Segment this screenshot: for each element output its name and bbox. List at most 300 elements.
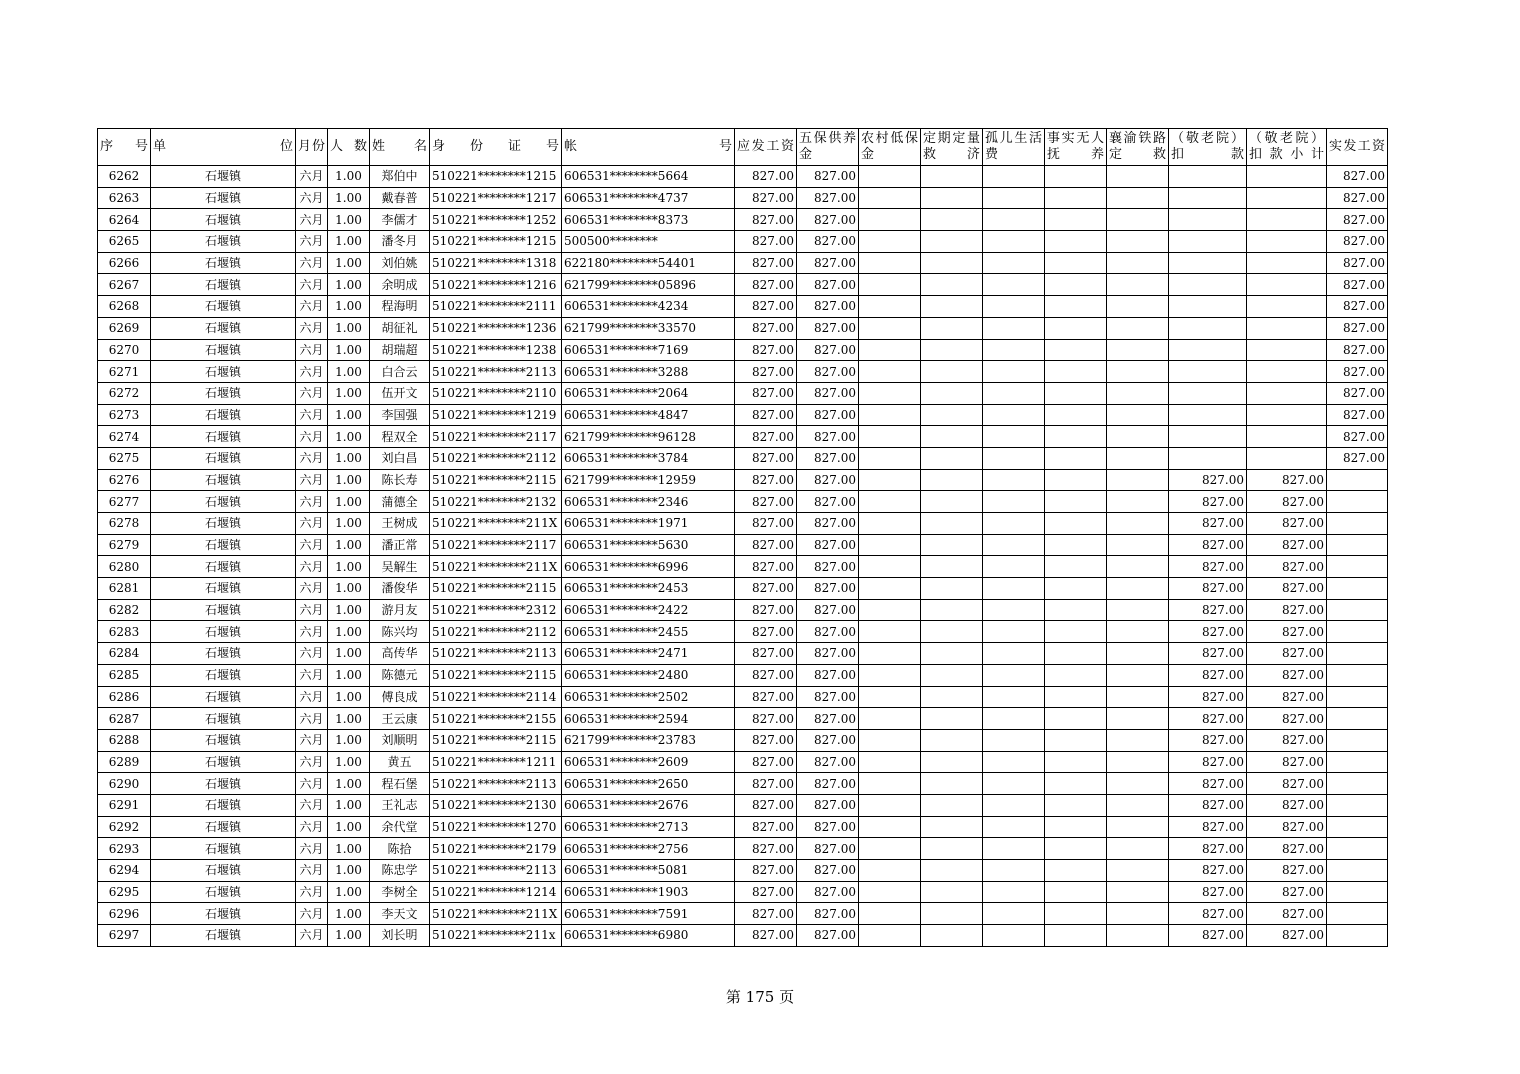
table-cell: 六月 [296, 274, 328, 296]
table-cell: 1.00 [328, 860, 370, 882]
column-header: 应发工资 [735, 129, 797, 166]
table-cell: 510221********2312 [430, 599, 562, 621]
table-cell: 510221********1215 [430, 231, 562, 253]
table-cell: 石堰镇 [151, 513, 296, 535]
table-cell [1045, 794, 1107, 816]
table-cell: 6276 [98, 469, 151, 491]
table-cell [1045, 556, 1107, 578]
table-cell: 827.00 [1247, 881, 1327, 903]
table-cell: 827.00 [1247, 925, 1327, 947]
table-row [98, 621, 1388, 643]
table-cell: 6271 [98, 361, 151, 383]
table-cell: 六月 [296, 534, 328, 556]
table-row [98, 231, 1388, 253]
table-cell: 827.00 [797, 491, 859, 513]
table-cell: 827.00 [1169, 599, 1247, 621]
table-cell [1247, 426, 1327, 448]
table-cell [1045, 816, 1107, 838]
table-cell: 高传华 [370, 643, 430, 665]
table-cell [983, 469, 1045, 491]
table-cell [983, 296, 1045, 318]
table-cell: 510221********1238 [430, 339, 562, 361]
table-cell: 827.00 [735, 794, 797, 816]
table-cell: 石堰镇 [151, 729, 296, 751]
table-cell [921, 708, 983, 730]
table-cell: 六月 [296, 773, 328, 795]
table-cell [983, 231, 1045, 253]
table-cell: 6263 [98, 187, 151, 209]
table-cell [859, 794, 921, 816]
table-cell: 六月 [296, 578, 328, 600]
table-cell: 胡瑞超 [370, 339, 430, 361]
table-cell: 石堰镇 [151, 491, 296, 513]
table-cell: 石堰镇 [151, 578, 296, 600]
table-cell: 六月 [296, 339, 328, 361]
table-cell: 石堰镇 [151, 794, 296, 816]
table-cell: 827.00 [735, 209, 797, 231]
table-cell: 郑伯中 [370, 166, 430, 188]
table-cell: 1.00 [328, 339, 370, 361]
table-cell: 606531********2064 [562, 382, 735, 404]
table-cell [1045, 491, 1107, 513]
table-cell [1107, 556, 1169, 578]
table-cell: 827.00 [1247, 729, 1327, 751]
column-header: 五保供养金 [797, 129, 859, 166]
table-cell: 6296 [98, 903, 151, 925]
table-cell [1107, 274, 1169, 296]
table-cell: 510221********2113 [430, 361, 562, 383]
table-cell: 827.00 [797, 513, 859, 535]
table-cell: 6275 [98, 447, 151, 469]
table-row [98, 664, 1388, 686]
table-cell [1107, 751, 1169, 773]
column-header: 人数 [328, 129, 370, 166]
table-cell: 827.00 [1169, 643, 1247, 665]
table-cell: 六月 [296, 621, 328, 643]
table-cell [1045, 643, 1107, 665]
table-cell: 827.00 [1247, 773, 1327, 795]
table-cell: 827.00 [797, 838, 859, 860]
table-cell: 510221********2111 [430, 296, 562, 318]
table-cell [1045, 729, 1107, 751]
table-cell: 827.00 [1327, 382, 1388, 404]
table-cell: 622180********54401 [562, 252, 735, 274]
table-cell: 827.00 [735, 252, 797, 274]
table-cell: 827.00 [1169, 773, 1247, 795]
table-cell [859, 686, 921, 708]
table-cell: 1.00 [328, 296, 370, 318]
table-row [98, 166, 1388, 188]
table-cell [1045, 231, 1107, 253]
table-cell: 827.00 [735, 599, 797, 621]
table-cell: 6281 [98, 578, 151, 600]
table-cell: 827.00 [735, 296, 797, 318]
table-cell: 827.00 [1247, 491, 1327, 513]
table-cell: 827.00 [797, 404, 859, 426]
table-cell: 程双全 [370, 426, 430, 448]
table-cell [1045, 534, 1107, 556]
table-cell [1169, 252, 1247, 274]
table-cell: 827.00 [735, 751, 797, 773]
table-cell: 6288 [98, 729, 151, 751]
table-cell: 石堰镇 [151, 686, 296, 708]
table-cell [859, 729, 921, 751]
table-cell [1327, 860, 1388, 882]
table-cell [859, 708, 921, 730]
table-cell [1327, 664, 1388, 686]
table-cell: 827.00 [1169, 838, 1247, 860]
table-cell: 827.00 [797, 426, 859, 448]
table-cell: 827.00 [1169, 881, 1247, 903]
table-cell: 6294 [98, 860, 151, 882]
table-cell: 6297 [98, 925, 151, 947]
table-cell [983, 664, 1045, 686]
table-cell: 王树成 [370, 513, 430, 535]
table-cell: 石堰镇 [151, 816, 296, 838]
table-cell [859, 773, 921, 795]
table-row [98, 708, 1388, 730]
table-cell: 827.00 [735, 513, 797, 535]
table-cell [859, 513, 921, 535]
table-cell: 827.00 [1247, 664, 1327, 686]
table-cell: 六月 [296, 404, 328, 426]
table-cell [1107, 903, 1169, 925]
table-cell: 827.00 [797, 187, 859, 209]
table-cell: 510221********211x [430, 925, 562, 947]
table-cell: 827.00 [735, 925, 797, 947]
table-cell [1327, 556, 1388, 578]
table-cell [859, 925, 921, 947]
table-cell: 827.00 [1169, 816, 1247, 838]
table-cell: 510221********2117 [430, 426, 562, 448]
table-cell: 潘俊华 [370, 578, 430, 600]
table-cell [859, 382, 921, 404]
table-cell: 石堰镇 [151, 534, 296, 556]
table-cell [1045, 860, 1107, 882]
table-cell: 827.00 [735, 643, 797, 665]
table-cell: 827.00 [1247, 578, 1327, 600]
table-cell: 1.00 [328, 187, 370, 209]
table-row [98, 469, 1388, 491]
table-cell [921, 187, 983, 209]
page-number: 第 175 页 [725, 988, 795, 1006]
table-cell [921, 469, 983, 491]
table-cell: 510221********1270 [430, 816, 562, 838]
table-cell: 6272 [98, 382, 151, 404]
table-cell [1045, 751, 1107, 773]
table-cell: 827.00 [1327, 317, 1388, 339]
table-cell [1045, 361, 1107, 383]
table-row [98, 534, 1388, 556]
table-cell: 827.00 [1169, 751, 1247, 773]
table-cell [1045, 339, 1107, 361]
table-cell: 程石堡 [370, 773, 430, 795]
table-cell: 李天文 [370, 903, 430, 925]
table-cell: 6268 [98, 296, 151, 318]
table-cell [1247, 166, 1327, 188]
table-cell [1247, 317, 1327, 339]
table-cell [1045, 903, 1107, 925]
table-row [98, 729, 1388, 751]
table-cell: 刘伯姚 [370, 252, 430, 274]
table-cell: 827.00 [1327, 231, 1388, 253]
table-cell: 6265 [98, 231, 151, 253]
table-cell: 827.00 [797, 686, 859, 708]
table-cell: 510221********2113 [430, 860, 562, 882]
table-cell: 827.00 [735, 773, 797, 795]
table-cell [1247, 361, 1327, 383]
table-cell: 1.00 [328, 166, 370, 188]
table-cell [1327, 773, 1388, 795]
table-cell [1107, 773, 1169, 795]
table-cell [921, 903, 983, 925]
table-cell [983, 578, 1045, 600]
table-cell: 1.00 [328, 209, 370, 231]
table-cell: 石堰镇 [151, 231, 296, 253]
table-cell [921, 426, 983, 448]
table-cell [1247, 274, 1327, 296]
table-cell: 606531********6980 [562, 925, 735, 947]
table-row [98, 209, 1388, 231]
table-cell: 510221********2115 [430, 729, 562, 751]
table-cell: 827.00 [735, 426, 797, 448]
table-cell: 1.00 [328, 881, 370, 903]
table-cell: 827.00 [797, 925, 859, 947]
table-cell: 510221********2117 [430, 534, 562, 556]
table-cell: 6269 [98, 317, 151, 339]
table-cell [921, 729, 983, 751]
column-header: 孤儿生活费 [983, 129, 1045, 166]
table-cell: 六月 [296, 860, 328, 882]
table-cell: 游月友 [370, 599, 430, 621]
table-cell: 827.00 [797, 447, 859, 469]
table-cell: 石堰镇 [151, 339, 296, 361]
table-cell: 1.00 [328, 925, 370, 947]
table-cell [859, 166, 921, 188]
table-row [98, 339, 1388, 361]
table-cell: 827.00 [735, 578, 797, 600]
table-cell: 827.00 [1327, 339, 1388, 361]
table-cell [859, 903, 921, 925]
table-cell: 李国强 [370, 404, 430, 426]
table-cell [1045, 187, 1107, 209]
table-cell: 827.00 [1169, 534, 1247, 556]
table-cell [921, 643, 983, 665]
table-cell: 827.00 [735, 382, 797, 404]
table-cell [1045, 513, 1107, 535]
table-cell: 1.00 [328, 513, 370, 535]
table-cell [1169, 382, 1247, 404]
table-cell: 6293 [98, 838, 151, 860]
table-cell: 827.00 [797, 209, 859, 231]
table-cell: 606531********4737 [562, 187, 735, 209]
table-cell: 827.00 [797, 751, 859, 773]
table-cell: 827.00 [1327, 187, 1388, 209]
table-row [98, 578, 1388, 600]
table-cell: 1.00 [328, 664, 370, 686]
table-row [98, 860, 1388, 882]
table-cell [1107, 686, 1169, 708]
table-cell: 六月 [296, 903, 328, 925]
table-cell: 6284 [98, 643, 151, 665]
table-cell [983, 621, 1045, 643]
table-cell: 陈忠学 [370, 860, 430, 882]
table-cell [1045, 252, 1107, 274]
table-cell [921, 513, 983, 535]
table-cell: 1.00 [328, 686, 370, 708]
table-cell: 六月 [296, 599, 328, 621]
table-cell: 510221********1216 [430, 274, 562, 296]
column-header: （敬老院）扣款 [1169, 129, 1247, 166]
table-cell: 1.00 [328, 426, 370, 448]
table-cell: 606531********5664 [562, 166, 735, 188]
table-cell: 六月 [296, 838, 328, 860]
table-cell: 六月 [296, 751, 328, 773]
table-cell: 1.00 [328, 903, 370, 925]
table-cell: 827.00 [1327, 296, 1388, 318]
table-cell: 510221********211X [430, 903, 562, 925]
table-cell: 黄五 [370, 751, 430, 773]
table-cell: 827.00 [1169, 925, 1247, 947]
table-cell: 510221********1219 [430, 404, 562, 426]
table-cell: 6278 [98, 513, 151, 535]
table-cell: 510221********2132 [430, 491, 562, 513]
table-cell: 827.00 [797, 773, 859, 795]
table-cell: 827.00 [1169, 794, 1247, 816]
table-cell: 827.00 [1327, 209, 1388, 231]
table-cell: 6292 [98, 816, 151, 838]
table-cell: 1.00 [328, 643, 370, 665]
table-cell: 621799********05896 [562, 274, 735, 296]
table-cell: 六月 [296, 209, 328, 231]
table-cell [921, 816, 983, 838]
table-cell: 606531********2713 [562, 816, 735, 838]
table-cell: 621799********33570 [562, 317, 735, 339]
table-cell [1045, 382, 1107, 404]
table-cell: 6277 [98, 491, 151, 513]
table-cell [859, 361, 921, 383]
table-cell: 王礼志 [370, 794, 430, 816]
table-cell: 1.00 [328, 621, 370, 643]
table-cell: 606531********5081 [562, 860, 735, 882]
table-cell: 刘顺明 [370, 729, 430, 751]
table-row [98, 513, 1388, 535]
table-cell: 827.00 [797, 556, 859, 578]
column-header: 实发工资 [1327, 129, 1388, 166]
table-cell: 606531********3784 [562, 447, 735, 469]
table-cell [921, 404, 983, 426]
table-cell: 石堰镇 [151, 166, 296, 188]
table-cell: 510221********2114 [430, 686, 562, 708]
table-cell: 6289 [98, 751, 151, 773]
table-cell: 6280 [98, 556, 151, 578]
table-cell [1327, 838, 1388, 860]
table-cell: 827.00 [1169, 513, 1247, 535]
table-cell: 827.00 [735, 556, 797, 578]
table-cell: 827.00 [797, 860, 859, 882]
table-cell: 六月 [296, 816, 328, 838]
table-cell: 827.00 [1327, 361, 1388, 383]
table-cell: 606531********5630 [562, 534, 735, 556]
table-cell: 827.00 [735, 816, 797, 838]
table-cell [1169, 447, 1247, 469]
table-cell [1107, 231, 1169, 253]
table-cell: 六月 [296, 252, 328, 274]
table-cell: 827.00 [735, 860, 797, 882]
table-cell [921, 534, 983, 556]
table-cell [1045, 296, 1107, 318]
table-cell: 827.00 [1327, 166, 1388, 188]
table-cell: 石堰镇 [151, 881, 296, 903]
table-cell [1169, 187, 1247, 209]
table-cell: 六月 [296, 382, 328, 404]
table-cell: 510221********211X [430, 556, 562, 578]
table-cell: 827.00 [1327, 274, 1388, 296]
table-cell [1107, 339, 1169, 361]
table-cell: 蒲德全 [370, 491, 430, 513]
table-cell: 石堰镇 [151, 708, 296, 730]
table-cell: 1.00 [328, 252, 370, 274]
table-cell: 石堰镇 [151, 860, 296, 882]
table-cell [1169, 404, 1247, 426]
column-header: 姓 名 [370, 129, 430, 166]
table-cell: 827.00 [797, 903, 859, 925]
table-cell: 六月 [296, 729, 328, 751]
table-cell: 606531********1971 [562, 513, 735, 535]
table-cell [1107, 534, 1169, 556]
table-cell: 827.00 [797, 578, 859, 600]
table-cell [983, 252, 1045, 274]
table-cell [983, 751, 1045, 773]
table-cell [921, 491, 983, 513]
table-cell: 510221********1214 [430, 881, 562, 903]
table-cell: 510221********1236 [430, 317, 562, 339]
table-cell: 六月 [296, 513, 328, 535]
table-cell [859, 599, 921, 621]
table-cell: 6282 [98, 599, 151, 621]
table-cell [1045, 447, 1107, 469]
table-cell: 827.00 [1169, 729, 1247, 751]
table-cell: 606531********4234 [562, 296, 735, 318]
table-cell: 827.00 [797, 816, 859, 838]
table-cell [983, 708, 1045, 730]
table-cell [1247, 339, 1327, 361]
table-cell: 827.00 [1247, 469, 1327, 491]
table-cell [859, 426, 921, 448]
table-cell: 827.00 [1169, 491, 1247, 513]
table-row [98, 252, 1388, 274]
table-cell: 6287 [98, 708, 151, 730]
table-cell: 6279 [98, 534, 151, 556]
table-cell [1107, 296, 1169, 318]
table-row [98, 296, 1388, 318]
table-cell [1247, 252, 1327, 274]
table-cell: 500500******** [562, 231, 735, 253]
table-row [98, 317, 1388, 339]
table-cell [921, 556, 983, 578]
table-cell [859, 534, 921, 556]
table-cell [1107, 317, 1169, 339]
table-cell: 潘正常 [370, 534, 430, 556]
table-cell [983, 187, 1045, 209]
table-row [98, 491, 1388, 513]
table-cell: 827.00 [1169, 860, 1247, 882]
header-row [98, 129, 1388, 166]
table-cell: 石堰镇 [151, 838, 296, 860]
table-cell: 827.00 [797, 469, 859, 491]
table-cell: 石堰镇 [151, 664, 296, 686]
table-cell: 827.00 [735, 708, 797, 730]
